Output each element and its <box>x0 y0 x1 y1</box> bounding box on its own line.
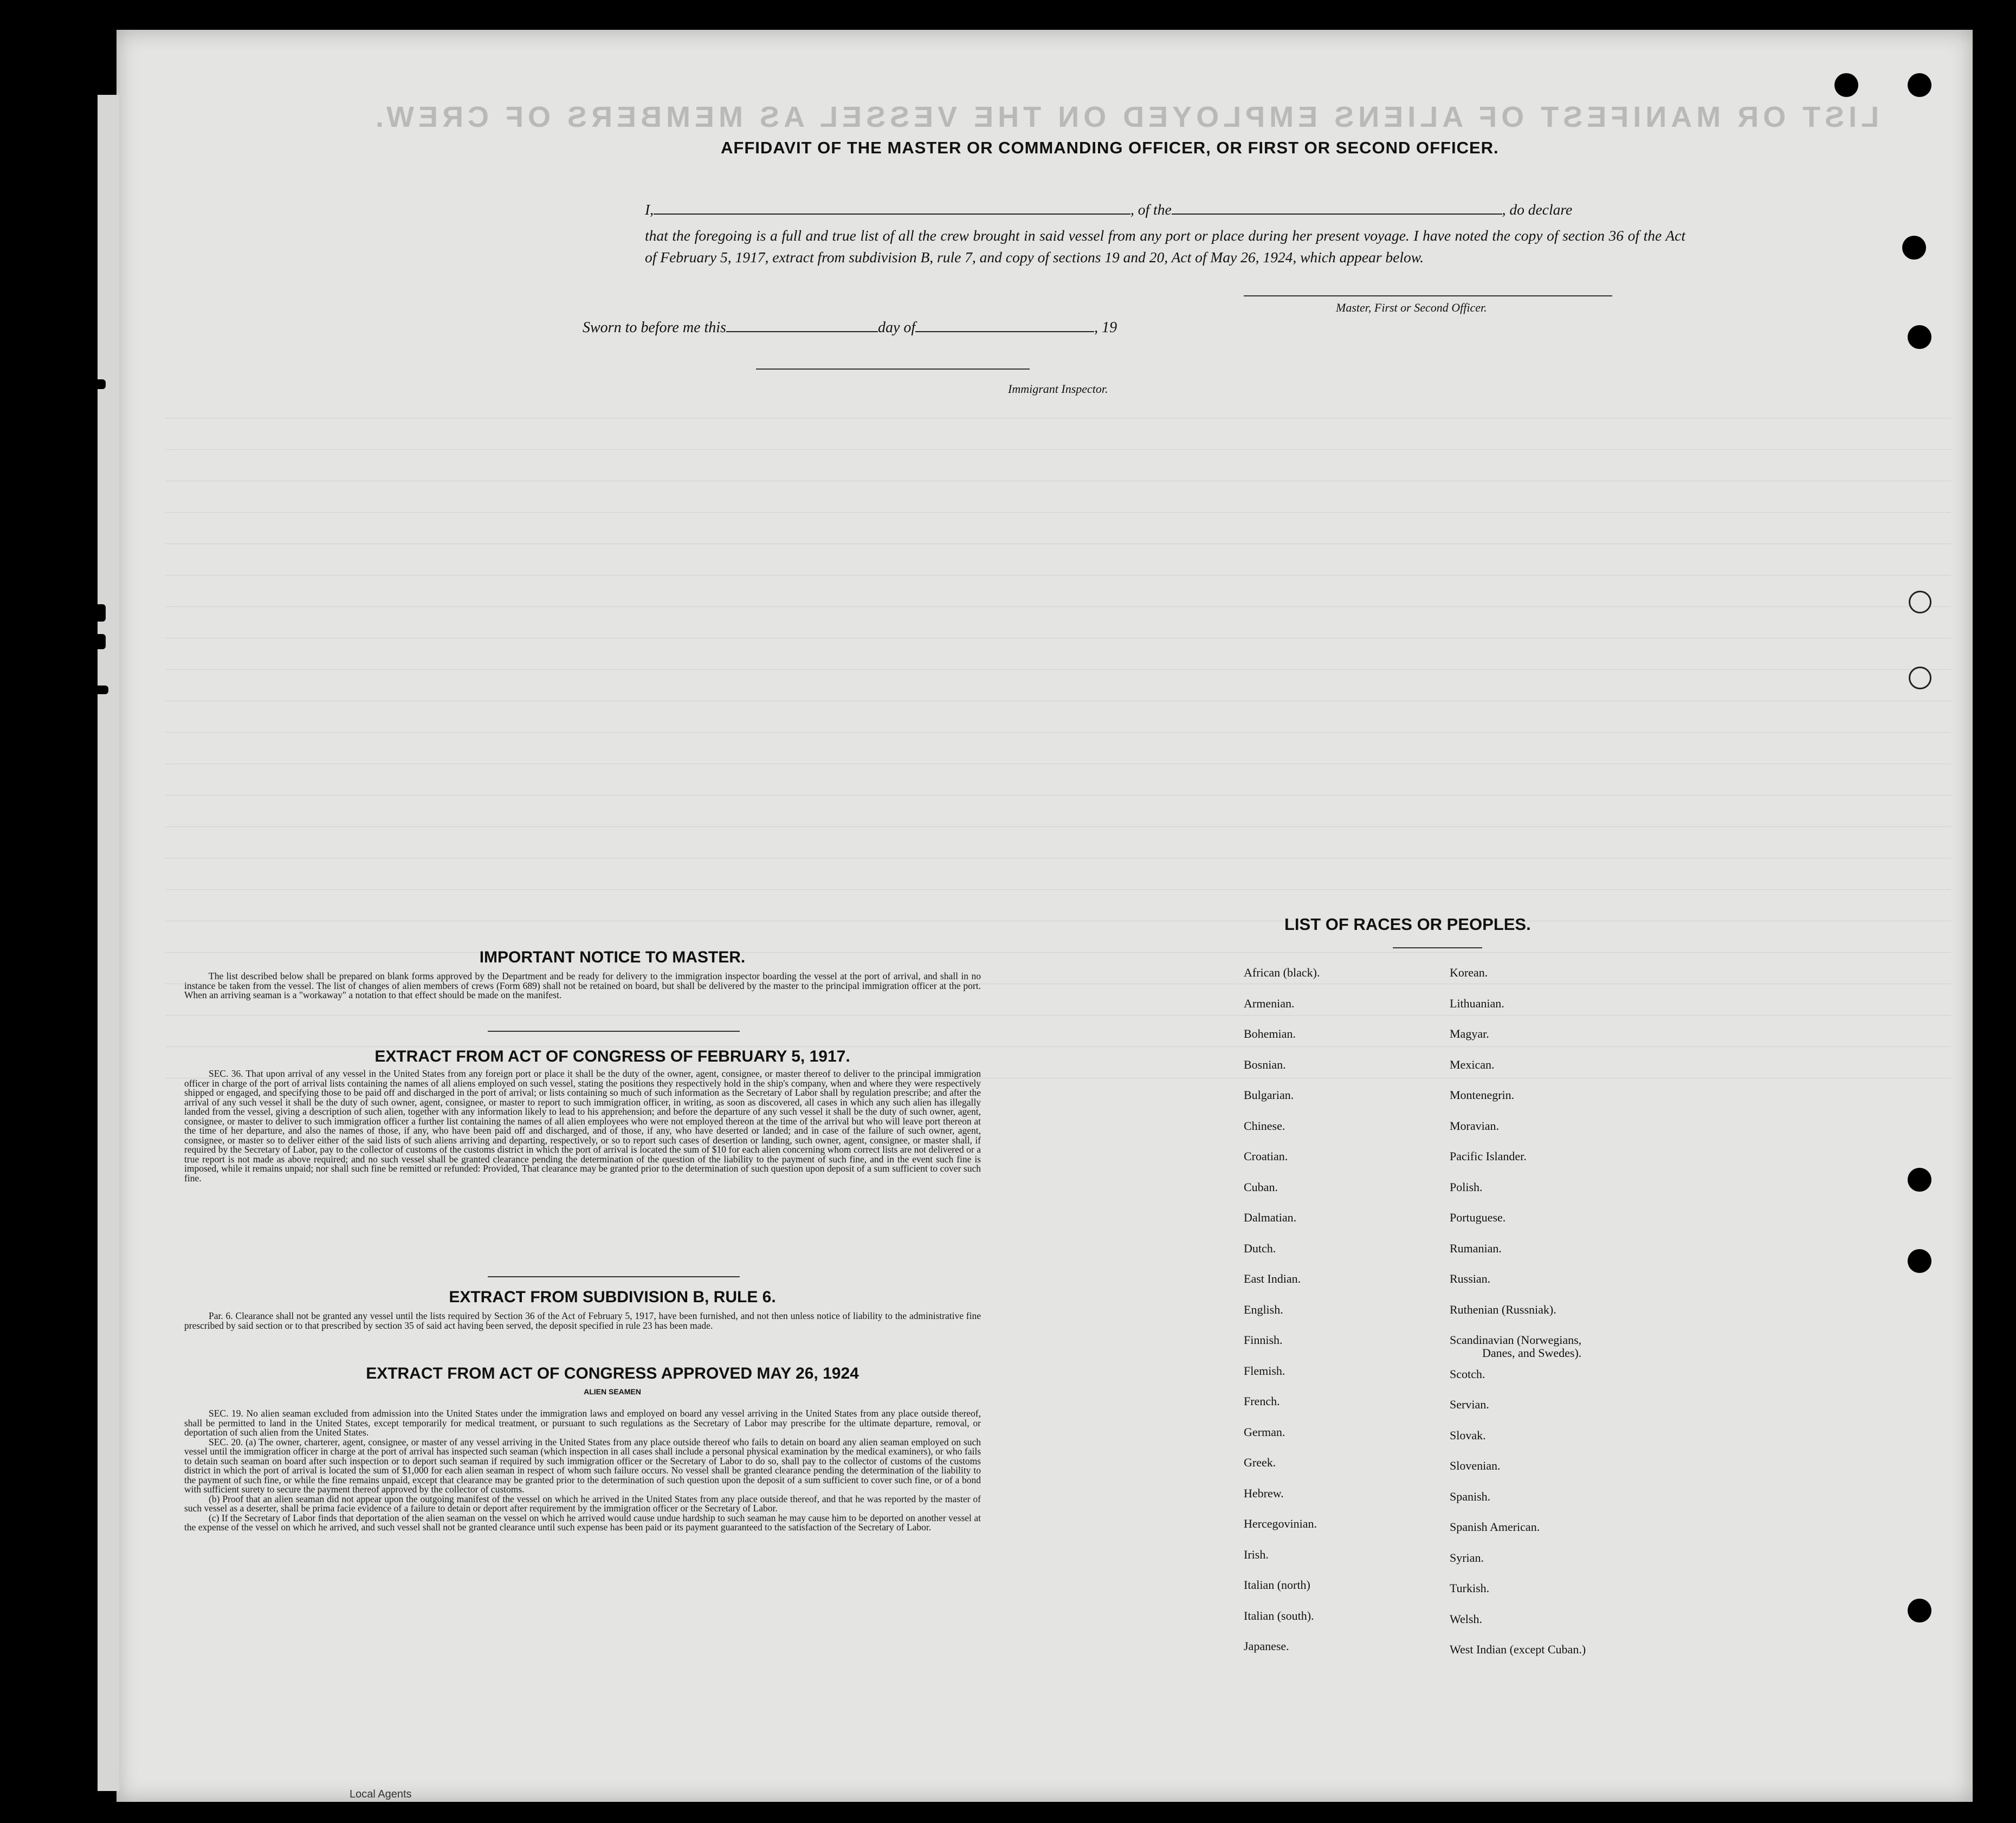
bleed-through-row <box>165 844 1951 858</box>
binder-hole <box>1908 1249 1931 1273</box>
master-signature-caption: Master, First or Second Officer. <box>1336 301 1487 314</box>
race-item: Japanese. <box>1244 1639 1289 1653</box>
bleed-through-row <box>165 592 1951 607</box>
race-item: Dalmatian. <box>1244 1211 1297 1224</box>
race-item: Slovenian. <box>1450 1459 1501 1472</box>
bleed-through-row <box>165 907 1951 921</box>
divider-rule <box>488 1031 740 1032</box>
affidavit-line1-suffix: , do declare <box>1502 201 1573 218</box>
sworn-line <box>583 317 1117 337</box>
race-item: Italian (south). <box>1244 1608 1314 1622</box>
binder-hole <box>1834 73 1858 97</box>
race-item: Syrian. <box>1450 1550 1484 1565</box>
race-item: West Indian (except Cuban.) <box>1450 1643 1586 1656</box>
race-item: Bohemian. <box>1244 1027 1296 1040</box>
binder-ring <box>1909 591 1931 613</box>
races-title: LIST OF RACES OR PEOPLES. <box>1284 915 1531 934</box>
race-item: East Indian. <box>1244 1272 1301 1285</box>
race-item: Scotch. <box>1450 1367 1485 1381</box>
race-item: Dutch. <box>1244 1241 1276 1255</box>
race-item: Greek. <box>1244 1456 1276 1469</box>
local-agents-label: Local Agents <box>350 1788 412 1800</box>
extract-1924-text <box>184 1409 981 1533</box>
bleed-through-row <box>165 467 1951 481</box>
race-item: English. <box>1244 1302 1283 1316</box>
race-item: African (black). <box>1244 966 1320 979</box>
sec19-paragraph: SEC. 19. No alien seaman excluded from admission into the United States under the immigration laws and employed on board any vessel arriving in the United States from any place outside thereof, shall be permitted to land in the United States, except temporarily for medical treatment, or pursuant to such regulations as the Secretary of Labor may prescribe for the ultimate departure, removal, or deportation of such alien from the United States. <box>184 1408 981 1438</box>
race-item: Montenegrin. <box>1450 1088 1515 1102</box>
document-sheet <box>117 30 1973 1802</box>
race-item: Spanish. <box>1450 1489 1491 1503</box>
race-item: Servian. <box>1450 1398 1489 1411</box>
bleed-through-row <box>165 781 1951 796</box>
notice-text <box>184 972 981 1000</box>
bleed-through-row <box>165 1032 1951 1047</box>
bleed-through-row <box>165 404 1951 418</box>
extract-1917-title: EXTRACT FROM ACT OF CONGRESS OF FEBRUARY 5, 1917. <box>374 1048 850 1065</box>
race-item: Welsh. <box>1450 1612 1482 1626</box>
binder-hole <box>1908 1168 1931 1192</box>
race-item: Bosnian. <box>1244 1057 1286 1071</box>
bleed-through-row <box>165 435 1951 450</box>
bleed-through-row <box>165 687 1951 701</box>
race-item: Turkish. <box>1450 1581 1490 1595</box>
bleed-through-row <box>165 812 1951 827</box>
binder-hole <box>1908 73 1931 97</box>
race-item-continuation: Danes, and Swedes). <box>1482 1346 1582 1360</box>
binding-fastener <box>51 493 98 501</box>
bleed-through-title: LIST OR MANIFEST OF ALIENS EMPLOYED ON THE VESSEL AS MEMBERS OF CREW. <box>371 101 1879 133</box>
sworn-prefix: Sworn to before me this <box>583 319 726 336</box>
race-item: Polish. <box>1450 1180 1483 1194</box>
race-item: Hercegovinian. <box>1244 1517 1317 1530</box>
bleed-through-row <box>165 498 1951 513</box>
race-item: Hebrew. <box>1244 1486 1284 1500</box>
affidavit-declaration-line <box>645 199 1685 221</box>
binding-fastener <box>60 686 108 694</box>
race-item: Italian (north) <box>1244 1578 1310 1592</box>
race-item: Irish. <box>1244 1547 1269 1561</box>
rule6-paragraph: Par. 6. Clearance shall not be granted any vessel until the lists required by Section 36 of the Act of February 5, 1917, have been furnished, and not then unless notice of liability to the administrative fine prescribed by said section or to that prescribed by section 35 of said act having been served, the deposit specified in rule 23 has been made. <box>184 1310 981 1331</box>
race-item: Croatian. <box>1244 1149 1288 1163</box>
binding-fastener <box>68 604 106 622</box>
binder-hole <box>1908 325 1931 349</box>
bleed-through-row <box>165 529 1951 544</box>
extract-1924-title: EXTRACT FROM ACT OF CONGRESS APPROVED MAY 26, 1924 <box>366 1365 859 1382</box>
bleed-through-row <box>165 718 1951 733</box>
race-item: French. <box>1244 1394 1280 1408</box>
extract-1924-subtitle: ALIEN SEAMEN <box>584 1387 641 1396</box>
race-item: Rumanian. <box>1450 1241 1502 1255</box>
race-item: Scandinavian (Norwegians, <box>1450 1333 1582 1347</box>
bleed-through-row <box>165 561 1951 576</box>
race-item: Lithuanian. <box>1450 996 1504 1010</box>
race-item: Pacific Islander. <box>1450 1149 1527 1163</box>
rule6-title: EXTRACT FROM SUBDIVISION B, RULE 6. <box>449 1288 776 1306</box>
binder-hole <box>1908 1599 1931 1622</box>
affidavit-line1-of-the: , of the <box>1130 201 1172 218</box>
race-item: Mexican. <box>1450 1057 1495 1071</box>
binding-fastener <box>51 98 98 105</box>
notice-title: IMPORTANT NOTICE TO MASTER. <box>479 948 746 966</box>
binder-hole <box>1902 236 1926 260</box>
binding-fastener <box>68 634 106 649</box>
sworn-day-of: day of <box>877 319 916 336</box>
race-item: German. <box>1244 1425 1285 1439</box>
notice-paragraph: The list described below shall be prepared on blank forms approved by the Department and be ready for delivery to the immigration inspector boarding the vessel at the port of arrival, and shall in no instance be taken from the vessel. The list of changes of alien members of crews (Form 689) shall not be retained on board, but shall be delivered by the master to the principal immigration officer at the port. When an arriving seaman is a "workaway" a notation to that effect should be made on the manifest. <box>184 971 981 1000</box>
race-item: Moravian. <box>1450 1119 1500 1133</box>
race-item: Cuban. <box>1244 1180 1278 1194</box>
bleed-through-row <box>165 1001 1951 1016</box>
sworn-year: , 19 <box>1094 319 1117 336</box>
inspector-signature-line <box>756 369 1030 370</box>
race-item: Finnish. <box>1244 1333 1283 1347</box>
extract-1917-text <box>184 1069 981 1183</box>
rule6-text <box>184 1311 981 1330</box>
race-item: Spanish American. <box>1450 1520 1540 1534</box>
race-item: Magyar. <box>1450 1027 1489 1040</box>
race-item: Bulgarian. <box>1244 1088 1294 1102</box>
affidavit-text <box>645 199 1685 268</box>
extract-1917-paragraph: SEC. 36. That upon arrival of any vessel in the United States from any foreign port or place it shall be the duty of the owner, agent, consignee, or master thereof to deliver to the principal immigration officer in charge of the port of arrival lists containing the names of all aliens employed on such vessel, stating the positions they respectively hold in the ship's company, when and where they were respectively shipped or engaged, and specifying those to be paid off and discharged in the port of arrival; or lists containing so much of such information as the Secretary of Labor shall by regulation prescribe; and after the arrival of any such vessel it shall be the duty of such owner, agent, consignee, or master to report to such immigration officer, in writing, as soon as discovered, all cases in which any such alien has illegally landed from the vessel, giving a description of such alien, together with any information likely to lead to his apprehension; and before the departure of any such vessel it shall be the duty of such owner, agent, consignee, or master to deliver to such immigration officer a further list containing the names of all alien employees who were not employed thereon at the time of the arrival but who will leave port thereon at the time of her departure, and also the names of those, if any, who have been paid off and discharged, and of those, if any, who have deserted or landed; and in case of the failure of such owner, agent, consignee, or master so to deliver either of the said lists of such aliens arriving and departing, respectively, or so to report such cases of desertion or landing, such owner, agent, consignee, or master shall, if required by the Secretary of Labor, pay to the collector of customs of the customs district in which the port of arrival is located the sum of $10 for each alien concerning whom correct lists are not delivered or a true report is not made as above required; and no such vessel shall be granted clearance pending the determination of the question of the liability to the payment of such fine, and in the event such fine is imposed, while it remains unpaid; nor shall such fine be remitted or refunded: Provided, That clearance may be granted prior to the determination of such question upon deposit of a sum sufficient to cover such fine. <box>184 1068 981 1184</box>
divider-rule <box>1393 947 1482 948</box>
race-item: Chinese. <box>1244 1119 1285 1133</box>
divider-rule <box>488 1276 740 1277</box>
binding-fastener <box>51 379 106 389</box>
bleed-through-row <box>165 624 1951 638</box>
race-item: Korean. <box>1450 966 1488 979</box>
race-item: Russian. <box>1450 1272 1491 1285</box>
affidavit-body: that the foregoing is a full and true list of all the crew brought in said vessel from any port or place during her present voyage. I have noted the copy of section 36 of the Act of February 5, 1917, extract from subdivision B, rule 7, and copy of sections 19 and 20, Act of May 26, 1924, which appear below. <box>645 227 1685 266</box>
race-item: Flemish. <box>1244 1363 1285 1378</box>
race-item: Slovak. <box>1450 1428 1486 1442</box>
affidavit-title: AFFIDAVIT OF THE MASTER OR COMMANDING OFFICER, OR FIRST OR SECOND OFFICER. <box>721 138 1499 157</box>
master-signature-line <box>1244 295 1612 296</box>
sec20a-paragraph: SEC. 20. (a) The owner, charterer, agent, consignee, or master of any vessel arriving in the United States from any place outside thereof who fails to detain on board any alien seaman employed on such vessel until the immigration officer in charge at the port of arrival has inspected such seaman (which inspection in all cases shall include a personal physical examination by the medical examiners), or who fails to detain such seaman on board after such inspection or to deport such seaman if required by such immigration officer or the Secretary of Labor to do so, shall pay to the collector of customs of the customs district in which the port of arrival is located the sum of $1,000 for each alien seaman in respect of whom such failure occurs. No vessel shall be granted clearance pending the determination of the liability to the payment of such fine, or while the fine remains unpaid, except that clearance may be granted prior to the determination of such question upon the deposit of a sum sufficient to cover such fine, or of a bond with sufficient surety to secure the payment thereof approved by the collector of customs. <box>184 1436 981 1495</box>
race-item: Armenian. <box>1244 996 1295 1010</box>
race-item: Portuguese. <box>1450 1211 1506 1224</box>
inspector-caption: Immigrant Inspector. <box>1008 382 1108 396</box>
bleed-through-row <box>165 749 1951 764</box>
affidavit-line1-prefix: I, <box>645 201 654 218</box>
race-item: Ruthenian (Russniak). <box>1450 1302 1556 1316</box>
binder-ring <box>1909 667 1931 689</box>
sec20c-paragraph: (c) If the Secretary of Labor finds that deportation of the alien seaman on the vessel on which he arrived would cause undue hardship to such seaman he may cause him to be deported on another vessel at the expense of the vessel on which he arrived, and such vessel shall not be granted clearance until such expense has been paid or its payment guaranteed to the satisfaction of the Secretary of Labor. <box>184 1512 981 1533</box>
sec20b-paragraph: (b) Proof that an alien seaman did not appear upon the outgoing manifest of the vessel on which he arrived in the United States from any place outside thereof, and that he was reported by the master of such vessel as a deserter, shall be prima facie evidence of a failure to detain or deport after requirement by the immigration officer or the Secretary of Labor. <box>184 1493 981 1514</box>
bleed-through-row <box>165 655 1951 670</box>
bleed-through-row <box>165 875 1951 890</box>
